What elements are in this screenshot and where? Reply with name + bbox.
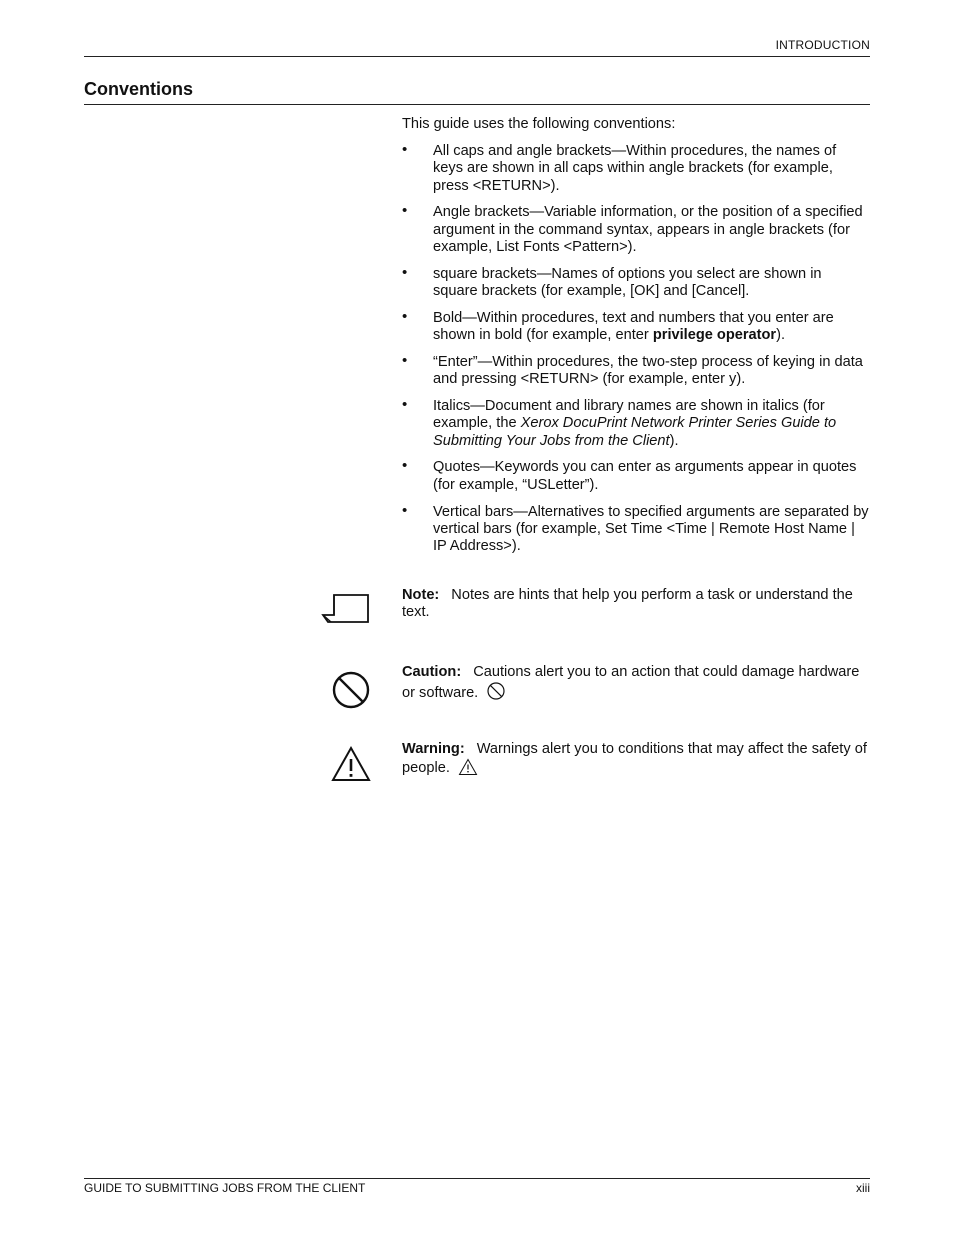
convention-italic-example: Xerox DocuPrint Network Printer Series Guide to Submitting Your Jobs from the Client: [433, 415, 837, 449]
prohibition-icon: [486, 681, 506, 701]
convention-text: Quotes—Keywords you can enter as arguments appear in quotes (for example, “USLetter”).: [433, 459, 857, 493]
page-number: xiii: [856, 1181, 870, 1195]
bullet-icon: •: [402, 457, 408, 475]
bullet-icon: •: [402, 141, 408, 158]
footer-title: GUIDE TO SUBMITTING JOBS FROM THE CLIENT: [84, 1181, 366, 1195]
bullet-icon: •: [402, 307, 408, 325]
convention-text: Bold—Within procedures, text and numbers that you enter are shown in bold (for example, enter: [433, 309, 834, 344]
caution-notice: [402, 664, 870, 703]
list-item: [402, 501, 870, 556]
footer-rule: [84, 1178, 870, 1179]
section-rule: [84, 104, 870, 105]
convention-text: Vertical bars—Alternatives to specified arguments are separated by vertical bars (for example, Set Time <Time | Remote Host Name | IP Address>).: [433, 503, 869, 555]
convention-bold-example: privilege operator: [652, 327, 777, 344]
conventions-list: [402, 143, 870, 565]
list-item: [402, 204, 870, 256]
bullet-icon: •: [402, 501, 408, 519]
bullet-icon: •: [402, 396, 408, 414]
intro-paragraph: This guide uses the following conventions:: [402, 116, 676, 132]
note-label: Note:: [402, 587, 440, 603]
note-icon: [321, 593, 371, 625]
convention-text-end: ).: [776, 327, 786, 344]
caution-text: Cautions alert you to an action that could damage hardware or software.: [402, 664, 860, 702]
warning-notice: [402, 741, 870, 778]
list-item: [402, 459, 870, 494]
convention-text: All caps and angle brackets—Within procedures, the names of keys are shown in all caps within angle brackets (for example, press <RETURN>).: [433, 143, 837, 194]
bullet-icon: •: [402, 263, 408, 281]
warning-text: Warnings alert you to conditions that may affect the safety of people.: [402, 741, 867, 777]
convention-text: Italics—Document and library names are shown in italics (for example, the: [433, 398, 825, 432]
bullet-icon: •: [402, 202, 408, 220]
list-item: [402, 307, 870, 345]
section-title: Conventions: [84, 79, 194, 99]
list-item: [402, 351, 870, 389]
note-text: Notes are hints that help you perform a task or understand the text.: [402, 587, 853, 621]
list-item: [402, 263, 870, 301]
note-notice: [402, 587, 870, 622]
warning-triangle-icon: [458, 758, 478, 776]
list-item: [402, 398, 870, 450]
warning-label: Warning:: [402, 741, 465, 757]
header-rule: [84, 56, 870, 57]
convention-text: “Enter”—Within procedures, the two-step process of keying in data and pressing <RETURN> (for example, enter y).: [433, 353, 863, 388]
bullet-icon: •: [402, 351, 408, 369]
caution-label: Caution:: [402, 664, 462, 680]
convention-text: square brackets—Names of options you select are shown in square brackets (for example, [OK] and [Cancel].: [433, 265, 822, 300]
running-head: INTRODUCTION: [775, 38, 870, 52]
warning-triangle-icon: [330, 745, 372, 783]
convention-text: Angle brackets—Variable information, or the position of a specified argument in the command syntax, appears in angle brackets (for example, List Fonts <Pattern>).: [433, 204, 863, 255]
prohibition-icon: [331, 670, 371, 710]
list-item: [402, 143, 870, 195]
convention-text-end: ).: [669, 432, 679, 449]
